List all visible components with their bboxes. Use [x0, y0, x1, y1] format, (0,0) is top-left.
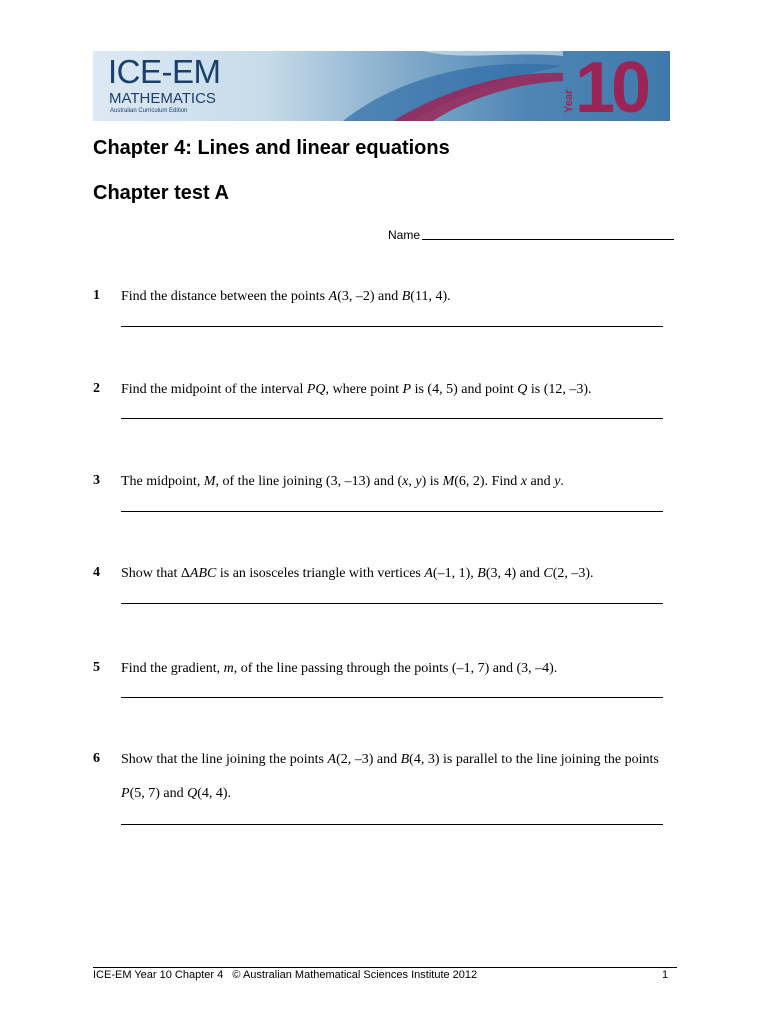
math-variable: B	[400, 752, 410, 767]
answer-line[interactable]	[121, 511, 663, 512]
question-text-segment: (2, –3) and	[336, 752, 401, 767]
question-text-segment: , where point	[325, 382, 403, 397]
logo-subtitle: MATHEMATICS	[109, 90, 216, 107]
question-text	[121, 280, 676, 314]
name-label: Name	[388, 228, 421, 242]
math-variable: P	[402, 382, 412, 397]
question-text-segment: (4, 3) is parallel to the line joining the points	[409, 752, 659, 767]
header-banner	[93, 51, 670, 121]
chapter-title: Chapter 4: Lines and linear equations	[93, 137, 450, 159]
question-text-segment: (–1, 1),	[432, 566, 478, 581]
math-variable: B	[477, 566, 486, 581]
question-text-segment: Find the midpoint of the interval	[121, 382, 307, 397]
math-variable: A	[328, 289, 338, 304]
question-number: 6	[93, 751, 100, 766]
question-number: 4	[93, 565, 100, 580]
math-variable: A	[327, 752, 337, 767]
question-text-segment: , of the line passing through the points (–1, 7) and (3, –4).	[233, 661, 558, 676]
math-variable: C	[543, 566, 553, 581]
answer-line[interactable]	[121, 603, 663, 604]
question-number: 3	[93, 473, 100, 488]
question-text-segment: (3, 4) and	[485, 566, 544, 581]
question-text-segment: , of the line joining (3, –13) and (	[215, 474, 403, 489]
question-text-segment: (2, –3).	[552, 566, 594, 581]
question-text-segment: (4, 4).	[197, 786, 232, 801]
question-text-segment: (6, 2). Find	[454, 474, 521, 489]
math-variable: Q	[517, 382, 528, 397]
answer-line[interactable]	[121, 697, 663, 698]
question-text-segment: (3, –2) and	[337, 289, 402, 304]
question-text-segment: Find the distance between the points	[121, 289, 329, 304]
year-number: 10	[575, 51, 648, 121]
answer-line[interactable]	[121, 824, 663, 825]
math-variable: M	[203, 474, 216, 489]
question-text	[121, 465, 676, 499]
test-title: Chapter test A	[93, 182, 229, 204]
name-field[interactable]	[388, 228, 674, 242]
answer-line[interactable]	[121, 418, 663, 419]
math-variable: x	[402, 474, 409, 489]
question-text-segment: The midpoint,	[121, 474, 204, 489]
question-text-segment: is (4, 5) and point	[411, 382, 518, 397]
question-text-segment: (11, 4).	[410, 289, 451, 304]
question-text-segment: ,	[408, 474, 416, 489]
math-variable: A	[424, 566, 433, 581]
math-variable: x	[520, 474, 527, 489]
math-variable: Q	[187, 786, 198, 801]
page-number: 1	[662, 969, 669, 981]
footer-text: ICE-EM Year 10 Chapter 4 © Australian Mathematical Sciences Institute 2012	[93, 969, 478, 981]
math-variable: P	[121, 786, 130, 801]
question-text	[121, 373, 676, 407]
question-text	[121, 557, 676, 591]
footer-divider	[93, 967, 677, 968]
question-text-segment: Show that Δ	[121, 566, 190, 581]
question-number: 5	[93, 660, 100, 675]
question-text-segment: ) is	[421, 474, 443, 489]
question-number: 1	[93, 288, 100, 303]
question-number: 2	[93, 381, 100, 396]
question-text-segment: (5, 7) and	[129, 786, 188, 801]
question-text-segment: Find the gradient,	[121, 661, 224, 676]
question-text-segment: is an isosceles triangle with vertices	[216, 566, 425, 581]
logo-title: ICE-EM	[108, 53, 221, 90]
question-text-segment: and	[526, 474, 555, 489]
question-text	[121, 743, 676, 811]
answer-line[interactable]	[121, 326, 663, 327]
math-variable: ABC	[189, 566, 217, 581]
math-variable: y	[415, 474, 422, 489]
name-input-line[interactable]	[422, 229, 674, 240]
math-variable: y	[554, 474, 561, 489]
year-label: Year	[563, 89, 575, 113]
math-variable: M	[442, 474, 455, 489]
math-variable: PQ	[306, 382, 326, 397]
question-text-segment: Show that the line joining the points	[121, 752, 328, 767]
logo-edition: Australian Curriculum Edition	[110, 108, 188, 114]
math-variable: m	[223, 661, 234, 676]
math-variable: B	[401, 289, 411, 304]
question-text-segment: is (12, –3).	[527, 382, 592, 397]
question-text-segment: .	[560, 474, 564, 489]
question-text	[121, 652, 676, 686]
